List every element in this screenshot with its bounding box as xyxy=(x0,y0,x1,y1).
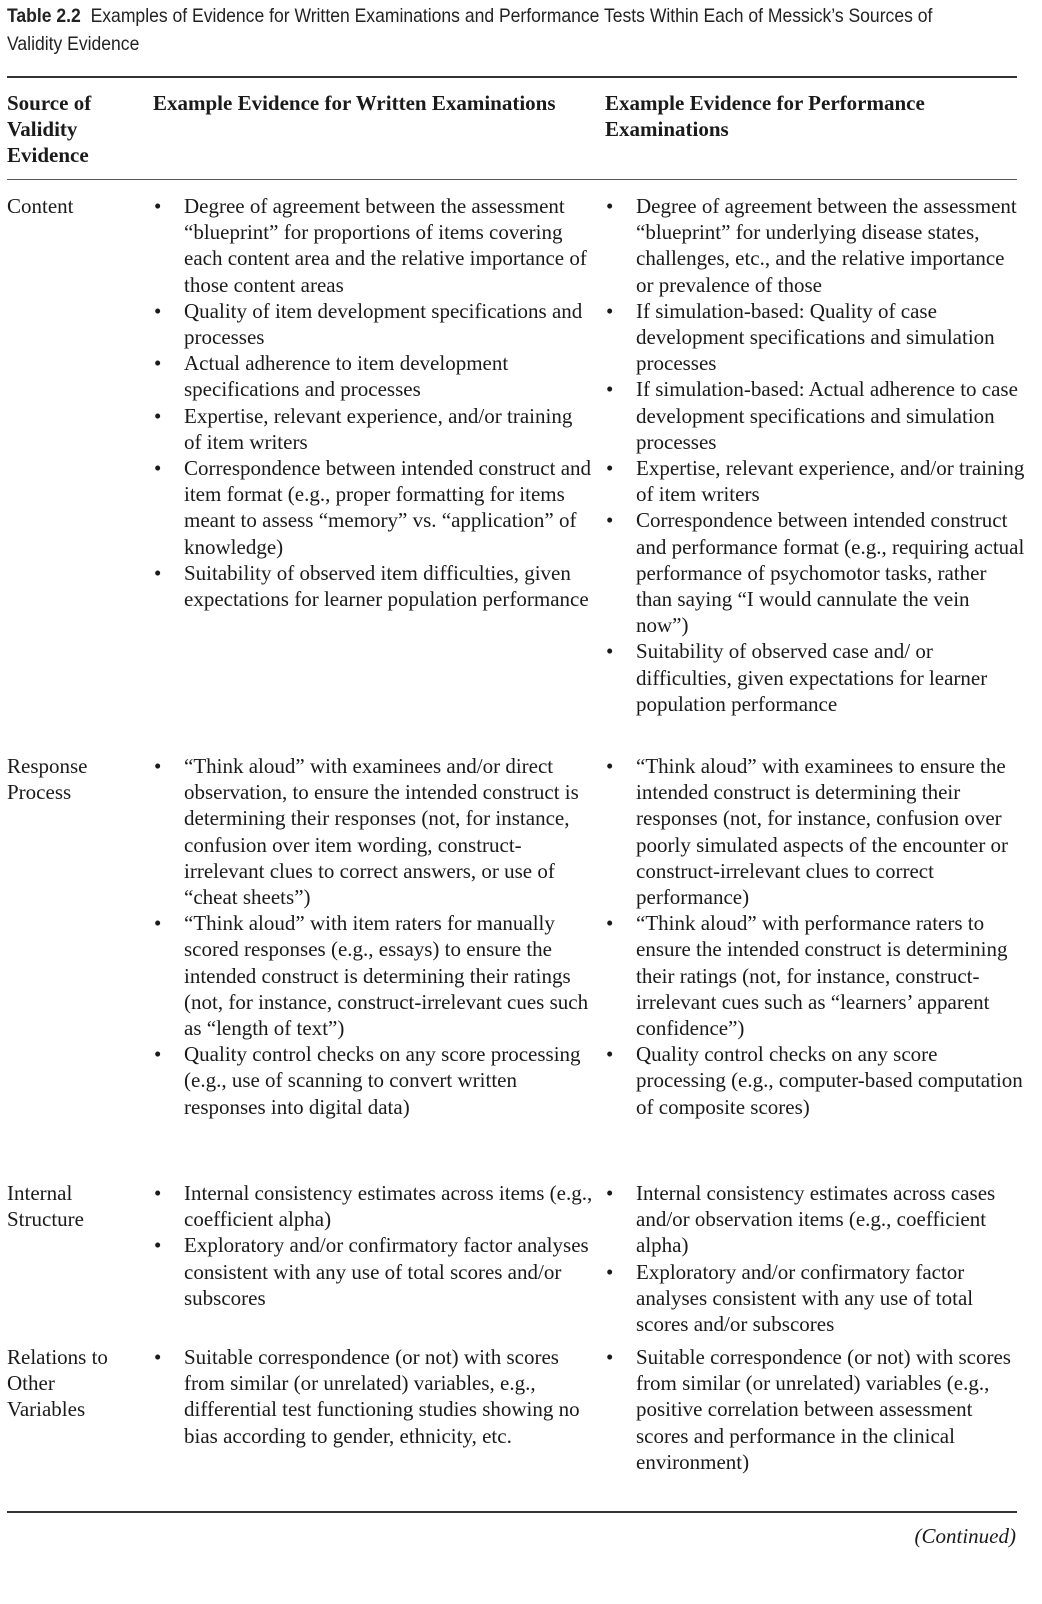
list-item: • “Think aloud” with item raters for manually scored responses (e.g., essays) to ensure the intended construct is determining their ratings (not, for instance, construct-irrelevant cues such as “length of text”) xyxy=(184,910,594,1041)
list-item: • Degree of agreement between the assessment “blueprint” for proportions of items covering each content area and the relative importance of those content areas xyxy=(184,193,594,298)
list-item: • Internal consistency estimates across items (e.g., coefficient alpha) xyxy=(184,1180,594,1232)
list-item: • Exploratory and/or confirmatory factor analyses consistent with any use of total scores and/or subscores xyxy=(636,1259,1026,1338)
caption-line-1 xyxy=(7,2,933,30)
list-item: • Correspondence between intended construct and item format (e.g., proper formatting for items meant to assess “memory” vs. “application” of knowledge) xyxy=(184,455,594,560)
list-item: • Suitable correspondence (or not) with scores from similar (or unrelated) variables, e.g., differential test functioning studies showing no bias according to gender, ethnicity, etc. xyxy=(184,1344,594,1449)
list-item: • Quality control checks on any score processing (e.g., use of scanning to convert written responses into digital data) xyxy=(184,1041,594,1120)
table-caption xyxy=(7,2,933,58)
row-source: Response Process xyxy=(7,754,88,805)
table-top-rule xyxy=(7,76,1017,78)
list-item: • If simulation-based: Quality of case development specifications and simulation processes xyxy=(636,298,1026,377)
table-bottom-rule xyxy=(7,1511,1017,1513)
list-item: • Expertise, relevant experience, and/or training of item writers xyxy=(636,455,1026,507)
header-written: Example Evidence for Written Examinations xyxy=(153,91,556,115)
list-item: • Quality control checks on any score processing (e.g., computer-based computation of composite scores) xyxy=(636,1041,1026,1120)
row-source: Internal Structure xyxy=(7,1181,84,1232)
list-item: • Correspondence between intended construct and performance format (e.g., requiring actual performance of psychomotor tasks, rather than saying “I would cannulate the vein now”) xyxy=(636,507,1026,638)
list-item: • Actual adherence to item development specifications and processes xyxy=(184,350,594,402)
continued-note: (Continued) xyxy=(914,1524,1016,1548)
list-item: • Expertise, relevant experience, and/or training of item writers xyxy=(184,403,594,455)
performance-evidence-list xyxy=(636,1180,1026,1337)
written-evidence-list xyxy=(184,1344,594,1449)
list-item: • Degree of agreement between the assessment “blueprint” for underlying disease states, challenges, etc., and the relative importance or prevalence of those xyxy=(636,193,1026,298)
written-evidence-list xyxy=(184,1180,594,1311)
row-source: Relations to Other Variables xyxy=(7,1345,108,1422)
performance-evidence-list xyxy=(636,193,1026,717)
list-item: • Exploratory and/or confirmatory factor analyses consistent with any use of total scores and/or subscores xyxy=(184,1232,594,1311)
header-performance: Example Evidence for Performance Examinations xyxy=(605,91,925,141)
caption-text: Examples of Evidence for Written Examinations and Performance Tests Within Each of Messick’s Sources of xyxy=(90,5,933,27)
list-item: • If simulation-based: Actual adherence to case development specifications and simulation processes xyxy=(636,376,1026,455)
written-evidence-list xyxy=(184,193,594,612)
list-item: • “Think aloud” with performance raters to ensure the intended construct is determining their ratings (not, for instance, construct-irrelevant cues such as “learners’ apparent confidence”) xyxy=(636,910,1026,1041)
performance-evidence-list xyxy=(636,753,1026,1120)
performance-evidence-list xyxy=(636,1344,1026,1475)
list-item: • Quality of item development specifications and processes xyxy=(184,298,594,350)
list-item: • “Think aloud” with examinees to ensure the intended construct is determining their responses (not, for instance, confusion over poorly simulated aspects of the encounter or construct-irrelevant clues to correct performance) xyxy=(636,753,1026,910)
list-item: • “Think aloud” with examinees and/or direct observation, to ensure the intended construct is determining their responses (not, for instance, confusion over item wording, construct-irrelevant clues to correct answers, or use of “cheat sheets”) xyxy=(184,753,594,910)
row-source: Content xyxy=(7,194,74,218)
caption-line-2: Validity Evidence xyxy=(7,33,140,55)
header-rule xyxy=(7,179,1017,180)
written-evidence-list xyxy=(184,753,594,1120)
list-item: • Suitability of observed item difficulties, given expectations for learner population performance xyxy=(184,560,594,612)
list-item: • Suitable correspondence (or not) with scores from similar (or unrelated) variables (e.g., positive correlation between assessment scores and performance in the clinical environment) xyxy=(636,1344,1026,1475)
caption-label: Table 2.2 xyxy=(7,5,81,27)
list-item: • Suitability of observed case and/ or difficulties, given expectations for learner population performance xyxy=(636,638,1026,717)
list-item: • Internal consistency estimates across cases and/or observation items (e.g., coefficient alpha) xyxy=(636,1180,1026,1259)
header-source: Source of Validity Evidence xyxy=(7,91,92,167)
